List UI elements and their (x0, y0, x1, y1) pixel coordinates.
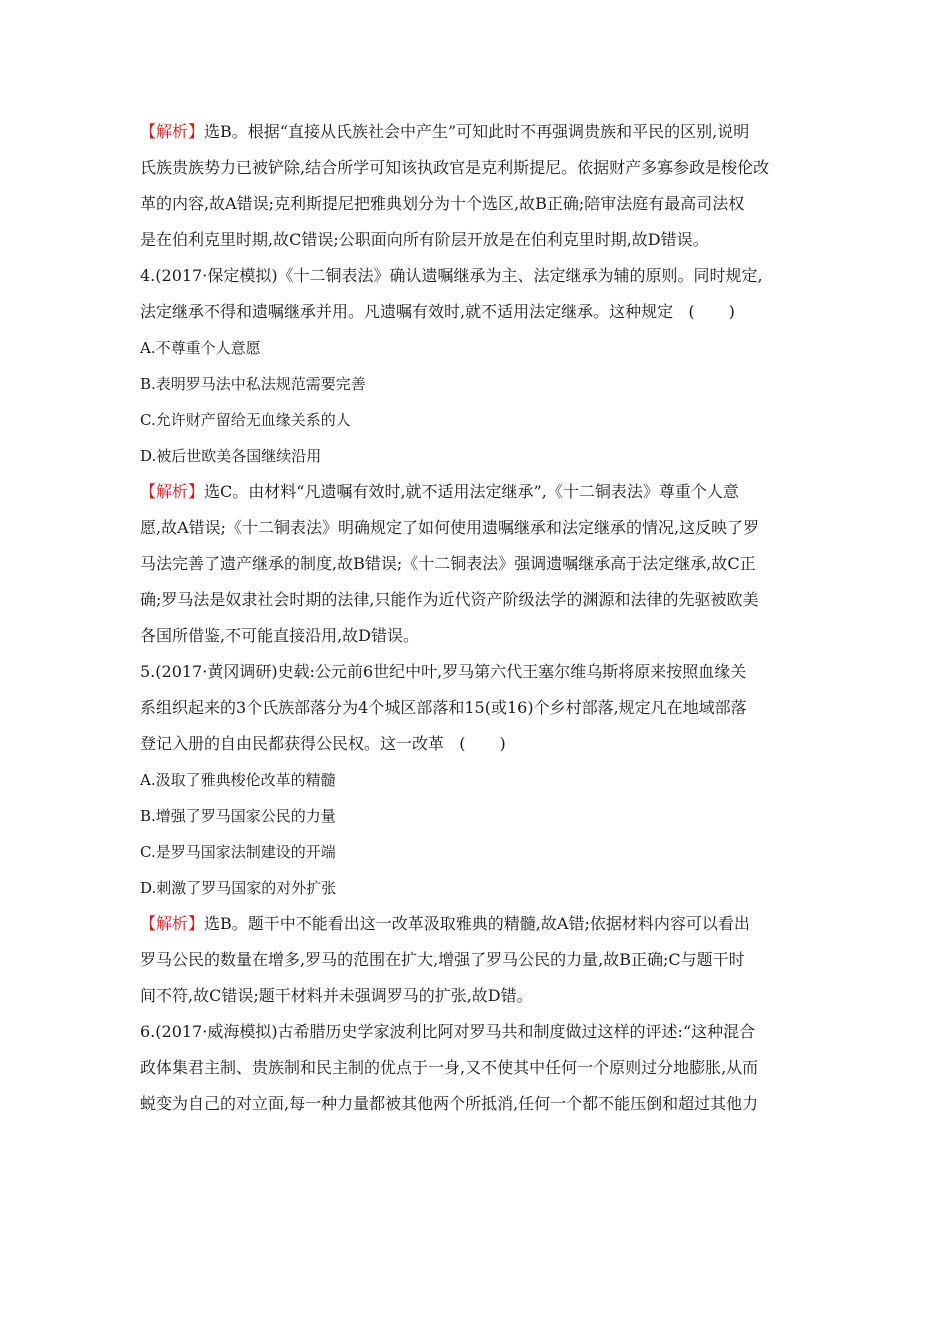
analysis-tag (140, 482, 204, 501)
analysis-line: 是在伯利克里时期,故C错误;公职面向所有阶层开放是在伯利克里时期,故D错误。 (140, 230, 709, 249)
analysis-line: 罗马公民的数量在增多,罗马的范围在扩大,增强了罗马公民的力量,故B正确;C与题干时 (140, 950, 745, 969)
analysis-line: 各国所借鉴,不可能直接沿用,故D错误。 (140, 626, 420, 645)
analysis-text: 选C。由材料“凡遗嘱有效时,就不适用法定继承”,《十二铜表法》尊重个人意 (204, 482, 739, 501)
option-a: A.汲取了雅典梭伦改革的精髓 (140, 771, 336, 789)
answer-paren-close: ) (499, 734, 506, 753)
tag-word: 解析 (156, 122, 189, 141)
analysis-line: 革的内容,故A错误;克利斯提尼把雅典划分为十个选区,故B正确;陪审法庭有最高司法权 (140, 194, 745, 213)
question-5-line: 系组织起来的3个氏族部落分为4个城区部落和15(或16)个乡村部落,规定凡在地域部落 (140, 698, 747, 717)
tag-bracket-close: 】 (188, 914, 205, 933)
option-d: D.被后世欧美各国继续沿用 (140, 447, 322, 465)
option-c: C.允许财产留给无血缘关系的人 (140, 411, 351, 429)
analysis-line: 确;罗马法是奴隶社会时期的法律,只能作为近代资产阶级法学的渊源和法律的先驱被欧美 (140, 590, 759, 609)
analysis-tag (140, 914, 204, 933)
analysis-line (140, 114, 812, 150)
tag-bracket-close: 】 (188, 122, 205, 141)
question-5-line: 5.(2017·黄冈调研)史载:公元前6世纪中叶,罗马第六代王塞尔维乌斯将原来按照血缘关 (140, 662, 747, 681)
tag-word: 解析 (156, 482, 189, 501)
tag-bracket-open: 【 (140, 914, 157, 933)
analysis-text: 选B。题干中不能看出这一改革汲取雅典的精髓,故A错;依据材料内容可以看出 (204, 914, 750, 933)
tag-word: 解析 (156, 914, 189, 933)
question-4-line (140, 294, 812, 330)
option-d: D.刺激了罗马国家的对外扩张 (140, 879, 337, 897)
tag-bracket-open: 【 (140, 122, 157, 141)
question-6-line: 6.(2017·威海模拟)古希腊历史学家波利比阿对罗马共和制度做过这样的评述:“这种混合 (140, 1022, 756, 1041)
analysis-line: 间不符,故C错误;题干材料并未强调罗马的扩张,故D错。 (140, 986, 533, 1005)
tag-bracket-close: 】 (188, 482, 205, 501)
option-b: B.增强了罗马国家公民的力量 (140, 807, 336, 825)
question-4-line: 4.(2017·保定模拟)《十二铜表法》确认遗嘱继承为主、法定继承为辅的原则。同时规定, (140, 266, 763, 285)
question-4-text: 法定继承不得和遗嘱继承并用。凡遗嘱有效时,就不适用法定继承。这种规定 (140, 302, 674, 321)
option-c: C.是罗马国家法制建设的开端 (140, 843, 336, 861)
analysis-line: 愿,故A错误;《十二铜表法》明确规定了如何使用遗嘱继承和法定继承的情况,这反映了罗 (140, 518, 760, 537)
answer-paren-open: ( (688, 302, 695, 321)
question-6-line: 政体集君主制、贵族制和民主制的优点于一身,又不使其中任何一个原则过分地膨胀,从而 (140, 1058, 759, 1077)
question-5-text: 登记入册的自由民都获得公民权。这一改革 (140, 734, 445, 753)
option-a: A.不尊重个人意愿 (140, 339, 261, 357)
question-6-line: 蜕变为自己的对立面,每一种力量都被其他两个所抵消,任何一个都不能压倒和超过其他力 (140, 1094, 759, 1113)
tag-bracket-open: 【 (140, 482, 157, 501)
analysis-line: 氏族贵族势力已被铲除,结合所学可知该执政官是克利斯提尼。依据财产多寡参政是梭伦改 (140, 158, 770, 177)
answer-paren-open: ( (459, 734, 466, 753)
option-b: B.表明罗马法中私法规范需要完善 (140, 375, 366, 393)
analysis-tag (140, 122, 204, 141)
analysis-text: 选B。根据“直接从氏族社会中产生”可知此时不再强调贵族和平民的区别,说明 (204, 122, 750, 141)
analysis-line (140, 906, 812, 942)
analysis-line: 马法完善了遗产继承的制度,故B错误;《十二铜表法》强调遗嘱继承高于法定继承,故C正 (140, 554, 756, 573)
answer-paren-close: ) (728, 302, 735, 321)
document-content (140, 114, 812, 1122)
analysis-line (140, 474, 812, 510)
question-5-line (140, 726, 812, 762)
